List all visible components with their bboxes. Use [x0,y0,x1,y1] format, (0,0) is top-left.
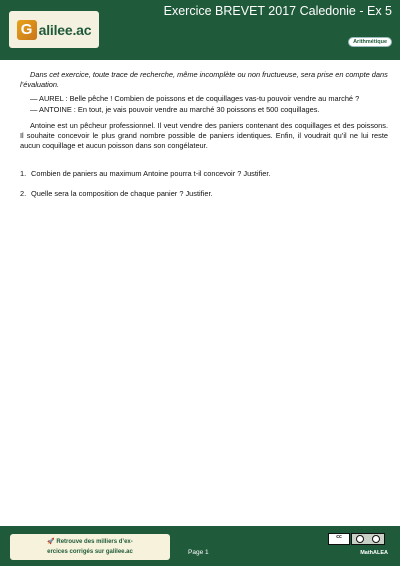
problem-paragraph: Antoine est un pêcheur professionnel. Il veut vendre des paniers contenant des coquillages et des poissons. Il souhaite concevoir le plus grand nombre possible de paniers identiques. Enfin, il voudrait qu’il ne lui reste aucun coquillage et aucun poisson dans son congélateur. [20,120,388,151]
sa-icon [372,535,380,543]
dialog-line-aurel: — AUREL : Belle pêche ! Combien de poissons et de coquillages vas-tu pouvoir vendre au marché ? [30,94,360,104]
question-list [20,169,388,198]
question-item [20,169,388,179]
promo-link[interactable] [10,534,170,560]
cc-conditions [351,533,385,545]
by-icon [356,535,364,543]
cc-license-badge[interactable] [328,532,386,546]
dialog-line-antoine: — ANTOINE : En tout, je vais pouvoir vendre au marché 30 poissons et 500 coquillages. [30,104,320,114]
intro-text: Dans cet exercice, toute trace de recherche, même incomplète ou non fructueuse, sera prise en compte dans l’évaluation. [20,70,388,90]
promo-line-2: ercices corrigés sur galilee.ac [47,549,133,555]
promo-line-1: 🚀 Retrouve des milliers d’ex- [47,539,133,545]
question-text: Combien de paniers au maximum Antoine pourra t-il concevoir ? Justifier. [31,169,271,179]
question-text: Quelle sera la composition de chaque panier ? Justifier. [31,188,213,198]
page-number: Page 1 [188,549,209,556]
logo-text: alilee.ac [38,21,92,38]
question-item [20,189,388,199]
galilee-logo[interactable] [9,11,99,48]
header-band [0,0,400,60]
cc-logo-icon: cc [328,533,350,545]
question-number: 1. [20,169,27,179]
question-number: 2. [20,188,27,198]
brand-name: MathALEA [360,550,388,556]
exercise-content [20,70,388,208]
exercise-title: Exercice BREVET 2017 Caledonie - Ex 5 [163,4,392,18]
logo-g-icon: G [17,20,37,40]
topic-badge: Arithmétique [348,37,392,47]
